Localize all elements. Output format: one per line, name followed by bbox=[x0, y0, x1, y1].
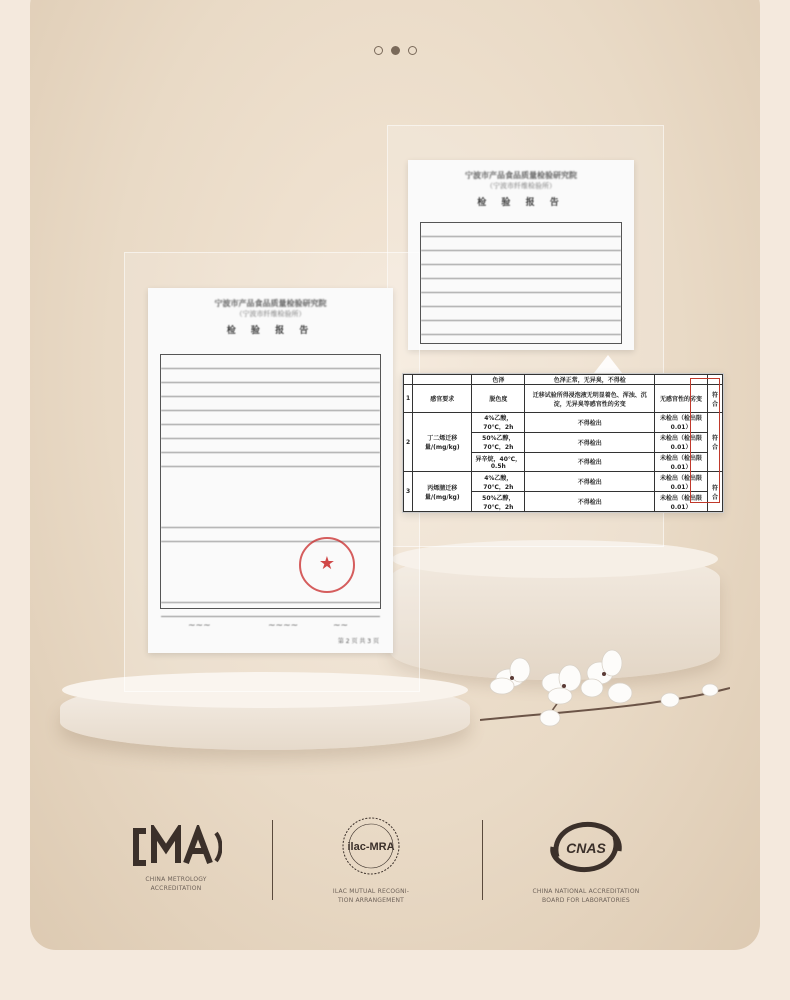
svg-text:CNAS: CNAS bbox=[566, 840, 606, 856]
signature-3: ~~ bbox=[333, 621, 349, 631]
row3-verdict: 符合 bbox=[708, 472, 723, 512]
row1-verdict: 符合 bbox=[708, 385, 723, 413]
report-page-number: 第 2 页 共 3 页 bbox=[337, 638, 379, 645]
logo-cma-block bbox=[76, 815, 276, 893]
report-back-title: 宁波市产品食品质量检验研究院 bbox=[465, 171, 577, 180]
red-seal-stamp bbox=[299, 537, 355, 593]
svg-text:ilac-MRA: ilac-MRA bbox=[347, 841, 395, 853]
row3-no: 3 bbox=[404, 472, 413, 512]
report-front-heading: 检 验 报 告 bbox=[226, 326, 315, 336]
report-back-heading: 检 验 报 告 bbox=[477, 198, 565, 208]
row1-req: 迁移试验所得浸泡液无明显着色、浑浊、沉淀，无异臭等感官性的劣变 bbox=[525, 385, 655, 413]
report-back-subtitle: （宁波市纤维检验所） bbox=[486, 182, 556, 190]
cma-logo-icon bbox=[130, 825, 222, 869]
cma-caption: CHINA METROLOGY ACCREDITATION bbox=[145, 876, 207, 892]
signature-2: ~~~~ bbox=[268, 621, 299, 631]
magnolia-branch-icon bbox=[480, 648, 730, 748]
report-front-subtitle: （宁波市纤维检验所） bbox=[235, 310, 306, 318]
logo-divider-2 bbox=[482, 820, 483, 900]
report-back-page bbox=[408, 160, 634, 350]
verdict-highlight-box bbox=[690, 378, 720, 503]
carousel-dots bbox=[0, 46, 790, 55]
row3-item: 丙烯腈迁移量/(mg/kg) bbox=[413, 472, 472, 512]
row2-item: 丁二烯迁移量/(mg/kg) bbox=[413, 413, 472, 472]
carousel-dot-2[interactable] bbox=[391, 46, 400, 55]
carousel-dot-1[interactable] bbox=[374, 46, 383, 55]
row2-no: 2 bbox=[404, 413, 413, 472]
report-front-title: 宁波市产品食品质量检验研究院 bbox=[214, 299, 327, 308]
carousel-dot-3[interactable] bbox=[408, 46, 417, 55]
row1-item: 感官要求 bbox=[413, 385, 472, 413]
row1-sub: 脱色度 bbox=[472, 385, 525, 413]
report-front-page bbox=[148, 288, 393, 653]
cnas-caption: CHINA NATIONAL ACCREDITATION BOARD FOR LABORATORIES bbox=[532, 888, 640, 904]
certification-logos bbox=[0, 815, 790, 925]
row2-verdict: 符合 bbox=[708, 413, 723, 472]
row1-result: 无感官性的劣变 bbox=[655, 385, 708, 413]
row1-no: 1 bbox=[404, 385, 413, 413]
logo-ilac-block bbox=[271, 815, 471, 905]
signature-1: ~~~ bbox=[188, 621, 211, 631]
ilac-mra-logo-icon bbox=[340, 815, 402, 877]
ilac-caption: ILAC MUTUAL RECOGNI- TION ARRANGEMENT bbox=[332, 888, 410, 904]
logo-cnas-block bbox=[486, 815, 686, 905]
cnas-logo-icon bbox=[547, 817, 625, 877]
zoom-connector bbox=[594, 355, 622, 373]
zoomed-result-table: 色泽 色泽正常，无异臭，不得检 1 感官要求 脱色度 迁移试验所得浸泡液无明显着色、浑浊、沉淀，无异臭等感官性的劣变 无感官性的劣变 符合 2 丁二烯迁移量/(mg/kg) 4%乙酸，70℃，2h 不得检出 未检出（检出限0.01） 符合 50%乙醇，70℃，2h 不得检出 未检出（检出限0.01） 异辛烷，40℃，0.5h 不得检出 未检出（检出限0.01） 3 丙烯腈迁移量/(mg/kg) 4%乙酸，70℃，2h 不得检出 未检出（检出限0.01） 符合 50%乙醇，70℃，2h 不得检出 未检出（检出限0.01） bbox=[402, 373, 724, 513]
report-back-table bbox=[420, 222, 622, 344]
